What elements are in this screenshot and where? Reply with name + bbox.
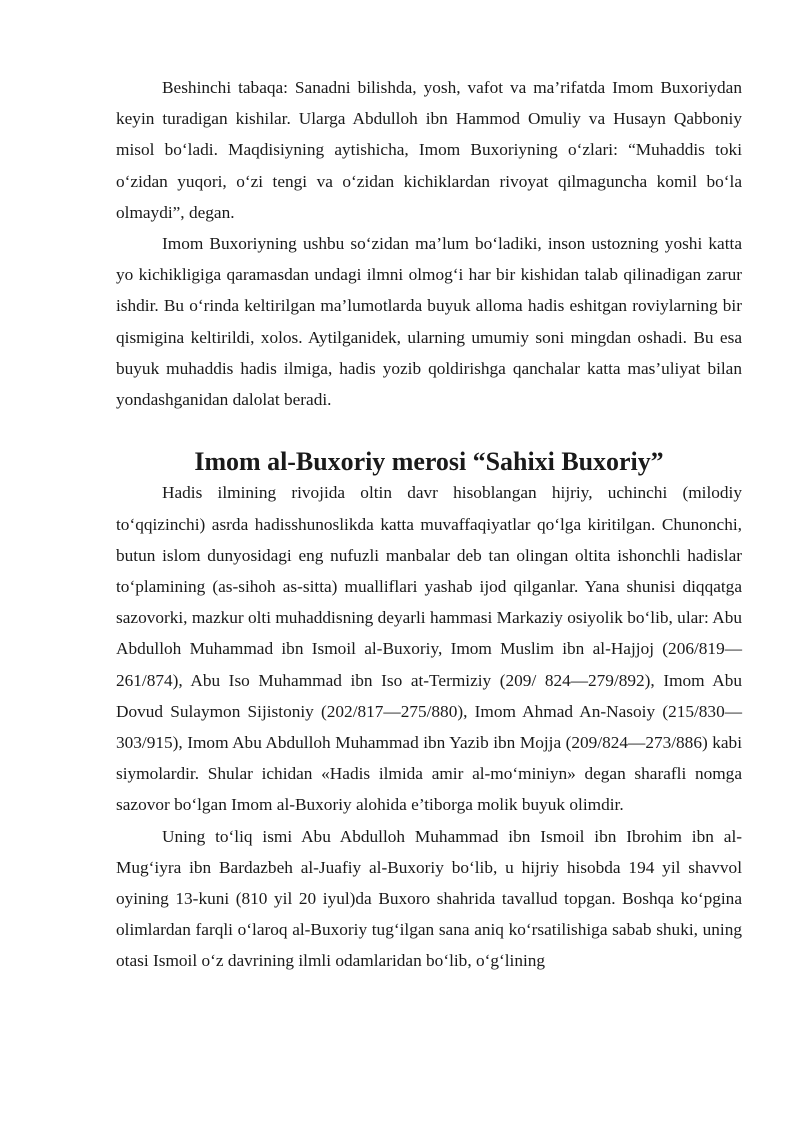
document-page [116,72,742,977]
paragraph-golden-age: Hadis ilmining rivojida oltin davr hisoblangan hijriy, uchinchi (milodiy to‘qqizinchi) asrda hadisshunoslikda katta muvaffaqiyatlar qo‘lga kiritilgan. Chunonchi, butun islom dunyosidagi eng nufuzli manbalar deb tan olingan oltita ishonchli hadislar to‘plamining (as-sihoh as-sitta) mualliflari yashab ijod qilganlar. Yana shunisi diqqatga sazovorki, mazkur olti muhaddisning deyarli hammasi Markaziy osiyolik bo‘lib, ular: Abu Abdulloh Muhammad ibn Ismoil al-Buxoriy, Imom Muslim ibn al-Hajjoj (206/819—261/874), Abu Iso Muhammad ibn Iso at-Termiziy (209/ 824—279/892), Imom Abu Dovud Sulaymon Sijistoniy (202/817—275/880), Imom Ahmad An-Nasoiy (215/830—303/915), Imom Abu Abdulloh Muhammad ibn Yazib ibn Mojja (209/824—273/886) kabi siymolardir. Shular ichidan «Hadis ilmida amir al-mo‘miniyn» degan sharafli nomga sazovor bo‘lgan Imom al-Buxoriy alohida e’tiborga molik buyuk olimdir. [116,483,742,815]
section-heading: Imom al-Buxoriy merosi “Sahixi Buxoriy” [194,447,664,477]
paragraph-teacher-age: Imom Buxoriyning ushbu so‘zidan ma’lum bo‘ladiki, inson ustozning yoshi katta yo kichikligiga qaramasdan undagi ilmni olmog‘i har bir kishidan talab qilinadigan zarur ishdir. Bu o‘rinda keltirilgan ma’lumotlarda buyuk alloma hadis eshitgan roviylarning bir qismigina keltirildi, xolos. Aytilganidek, ularning umumiy soni mingdan oshadi. Bu esa buyuk muhaddis hadis ilmiga, hadis yozib qoldirishga qanchalar katta mas’uliyat bilan yondashganidan dalolat beradi. [116,234,742,410]
paragraph-fifth-tier: Beshinchi tabaqa: Sanadni bilishda, yosh, vafot va ma’rifatda Imom Buxoriydan keyin turadigan kishilar. Ularga Abdulloh ibn Hammod Omuliy va Husayn Qabboniy misol bo‘ladi. Maqdisiyning aytishicha, Imom Buxoriyning o‘zlari: “Muhaddis toki o‘zidan yuqori, o‘zi tengi va o‘zidan kichiklardan rivoyat qilmaguncha komil bo‘la olmaydi”, degan. [116,78,742,222]
paragraph-full-name: Uning to‘liq ismi Abu Abdulloh Muhammad ibn Ismoil ibn Ibrohim ibn al-Mug‘iyra ibn Bardazbeh al-Juafiy al-Buxoriy bo‘lib, u hijriy hisobda 194 yil shavvol oyining 13-kuni (810 yil 20 iyul)da Buxoro shahrida tavallud topgan. Boshqa ko‘pgina olimlardan farqli o‘laroq al-Buxoriy tug‘ilgan sana aniq ko‘rsatilishiga sabab shuki, uning otasi Ismoil o‘z davrining ilmli odamlaridan bo‘lib, o‘g‘lining [116,826,742,971]
